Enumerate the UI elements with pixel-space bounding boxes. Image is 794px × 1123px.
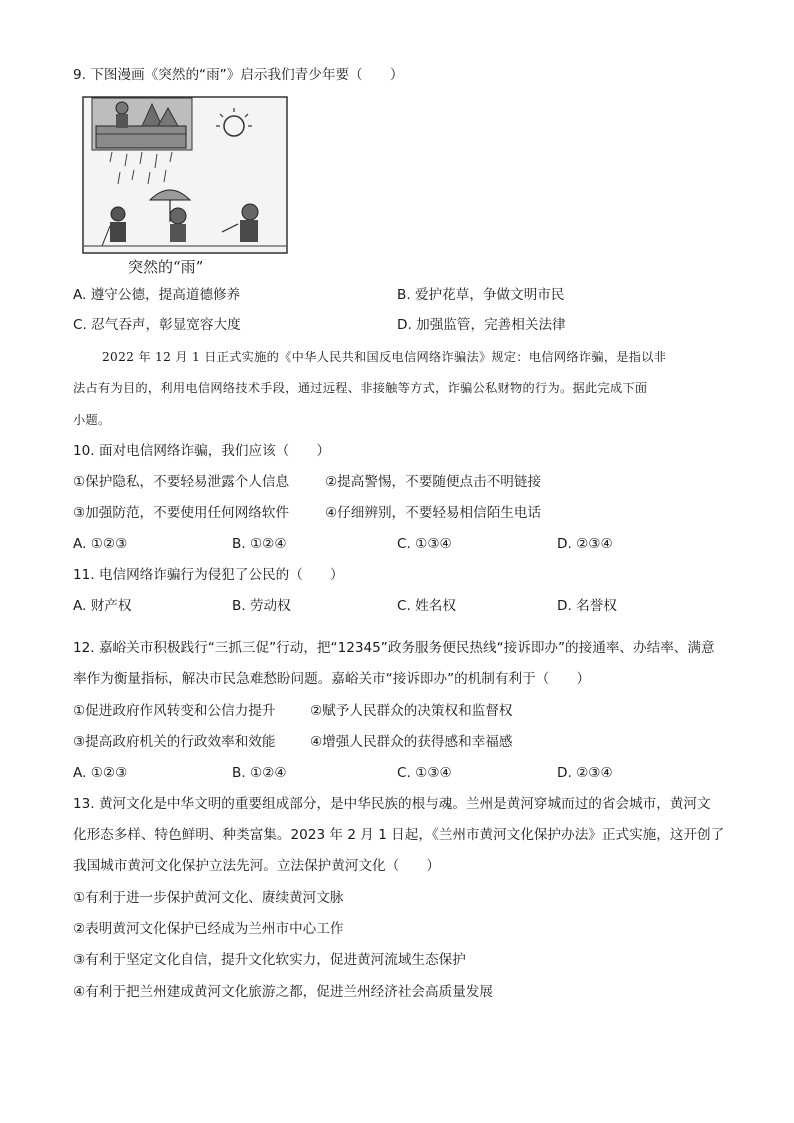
q10-option-d: D. ②③④: [557, 536, 613, 552]
q12-stem-line: 12. 嘉峪关市积极践行“三抓三促”行动，把“12345”政务服务便民热线“接诉即办”的接通率、办结率、满意: [73, 640, 715, 656]
q12-option-d: D. ②③④: [557, 765, 613, 781]
q9-option-b: B. 爱护花草，争做文明市民: [397, 287, 565, 303]
passage-line: 2022 年 12 月 1 日正式实施的《中华人民共和国反电信网络诈骗法》规定：电信网络诈骗，是指以非: [102, 350, 667, 364]
q12-item-3: ③提高政府机关的行政效率和效能: [73, 734, 276, 750]
q10-stem: 10. 面对电信网络诈骗，我们应该（ ）: [73, 443, 331, 459]
q11-option-d: D. 名誉权: [557, 598, 617, 614]
q13-item-2: ②表明黄河文化保护已经成为兰州市中心工作: [73, 921, 344, 937]
cartoon-image: [82, 96, 288, 254]
q9-option-d: D. 加强监管，完善相关法律: [397, 317, 566, 333]
q13-stem-line: 13. 黄河文化是中华文明的重要组成部分，是中华民族的根与魂。兰州是黄河穿城而过的省会城市，黄河文: [73, 796, 711, 812]
q13-stem-line: 我国城市黄河文化保护立法先河。立法保护黄河文化（ ）: [73, 858, 441, 874]
q12-item-4: ④增强人民群众的获得感和幸福感: [310, 734, 513, 750]
cartoon-caption: 突然的“雨”: [128, 258, 204, 276]
q12-item-2: ②赋予人民群众的决策权和监督权: [310, 703, 513, 719]
q10-item-1: ①保护隐私，不要轻易泄露个人信息: [73, 474, 290, 490]
q10-option-c: C. ①③④: [397, 536, 452, 552]
q12-option-c: C. ①③④: [397, 765, 452, 781]
q9-stem: 9. 下图漫画《突然的“雨”》启示我们青少年要（ ）: [73, 67, 404, 83]
q12-option-a: A. ①②③: [73, 765, 128, 781]
q11-stem: 11. 电信网络诈骗行为侵犯了公民的（ ）: [73, 567, 344, 583]
q9-option-c: C. 忍气吞声，彰显宽容大度: [73, 317, 241, 333]
q12-item-1: ①促进政府作风转变和公信力提升: [73, 703, 276, 719]
q9-option-a: A. 遵守公德，提高道德修养: [73, 287, 241, 303]
q10-item-2: ②提高警惕，不要随便点击不明链接: [325, 474, 542, 490]
q10-item-3: ③加强防范，不要使用任何网络软件: [73, 505, 290, 521]
q11-option-b: B. 劳动权: [232, 598, 291, 614]
q13-item-3: ③有利于坚定文化自信，提升文化软实力，促进黄河流域生态保护: [73, 952, 466, 968]
q12-stem-line: 率作为衡量指标，解决市民急难愁盼问题。嘉峪关市“接诉即办”的机制有利于（ ）: [73, 671, 591, 687]
q11-option-c: C. 姓名权: [397, 598, 456, 614]
passage-line: 小题。: [73, 413, 111, 427]
q10-option-a: A. ①②③: [73, 536, 128, 552]
q13-stem-line: 化形态多样、特色鲜明、种类富集。2023 年 2 月 1 日起，《兰州市黄河文化保护办法》正式实施，这开创了: [73, 827, 725, 843]
q13-item-4: ④有利于把兰州建成黄河文化旅游之都，促进兰州经济社会高质量发展: [73, 984, 493, 1000]
q10-option-b: B. ①②④: [232, 536, 287, 552]
q11-option-a: A. 财产权: [73, 598, 132, 614]
q12-option-b: B. ①②④: [232, 765, 287, 781]
q10-item-4: ④仔细辨别，不要轻易相信陌生电话: [325, 505, 542, 521]
passage-line: 法占有为目的，利用电信网络技术手段，通过远程、非接触等方式，诈骗公私财物的行为。据此完成下面: [73, 381, 648, 395]
q13-item-1: ①有利于进一步保护黄河文化、赓续黄河文脉: [73, 890, 344, 906]
